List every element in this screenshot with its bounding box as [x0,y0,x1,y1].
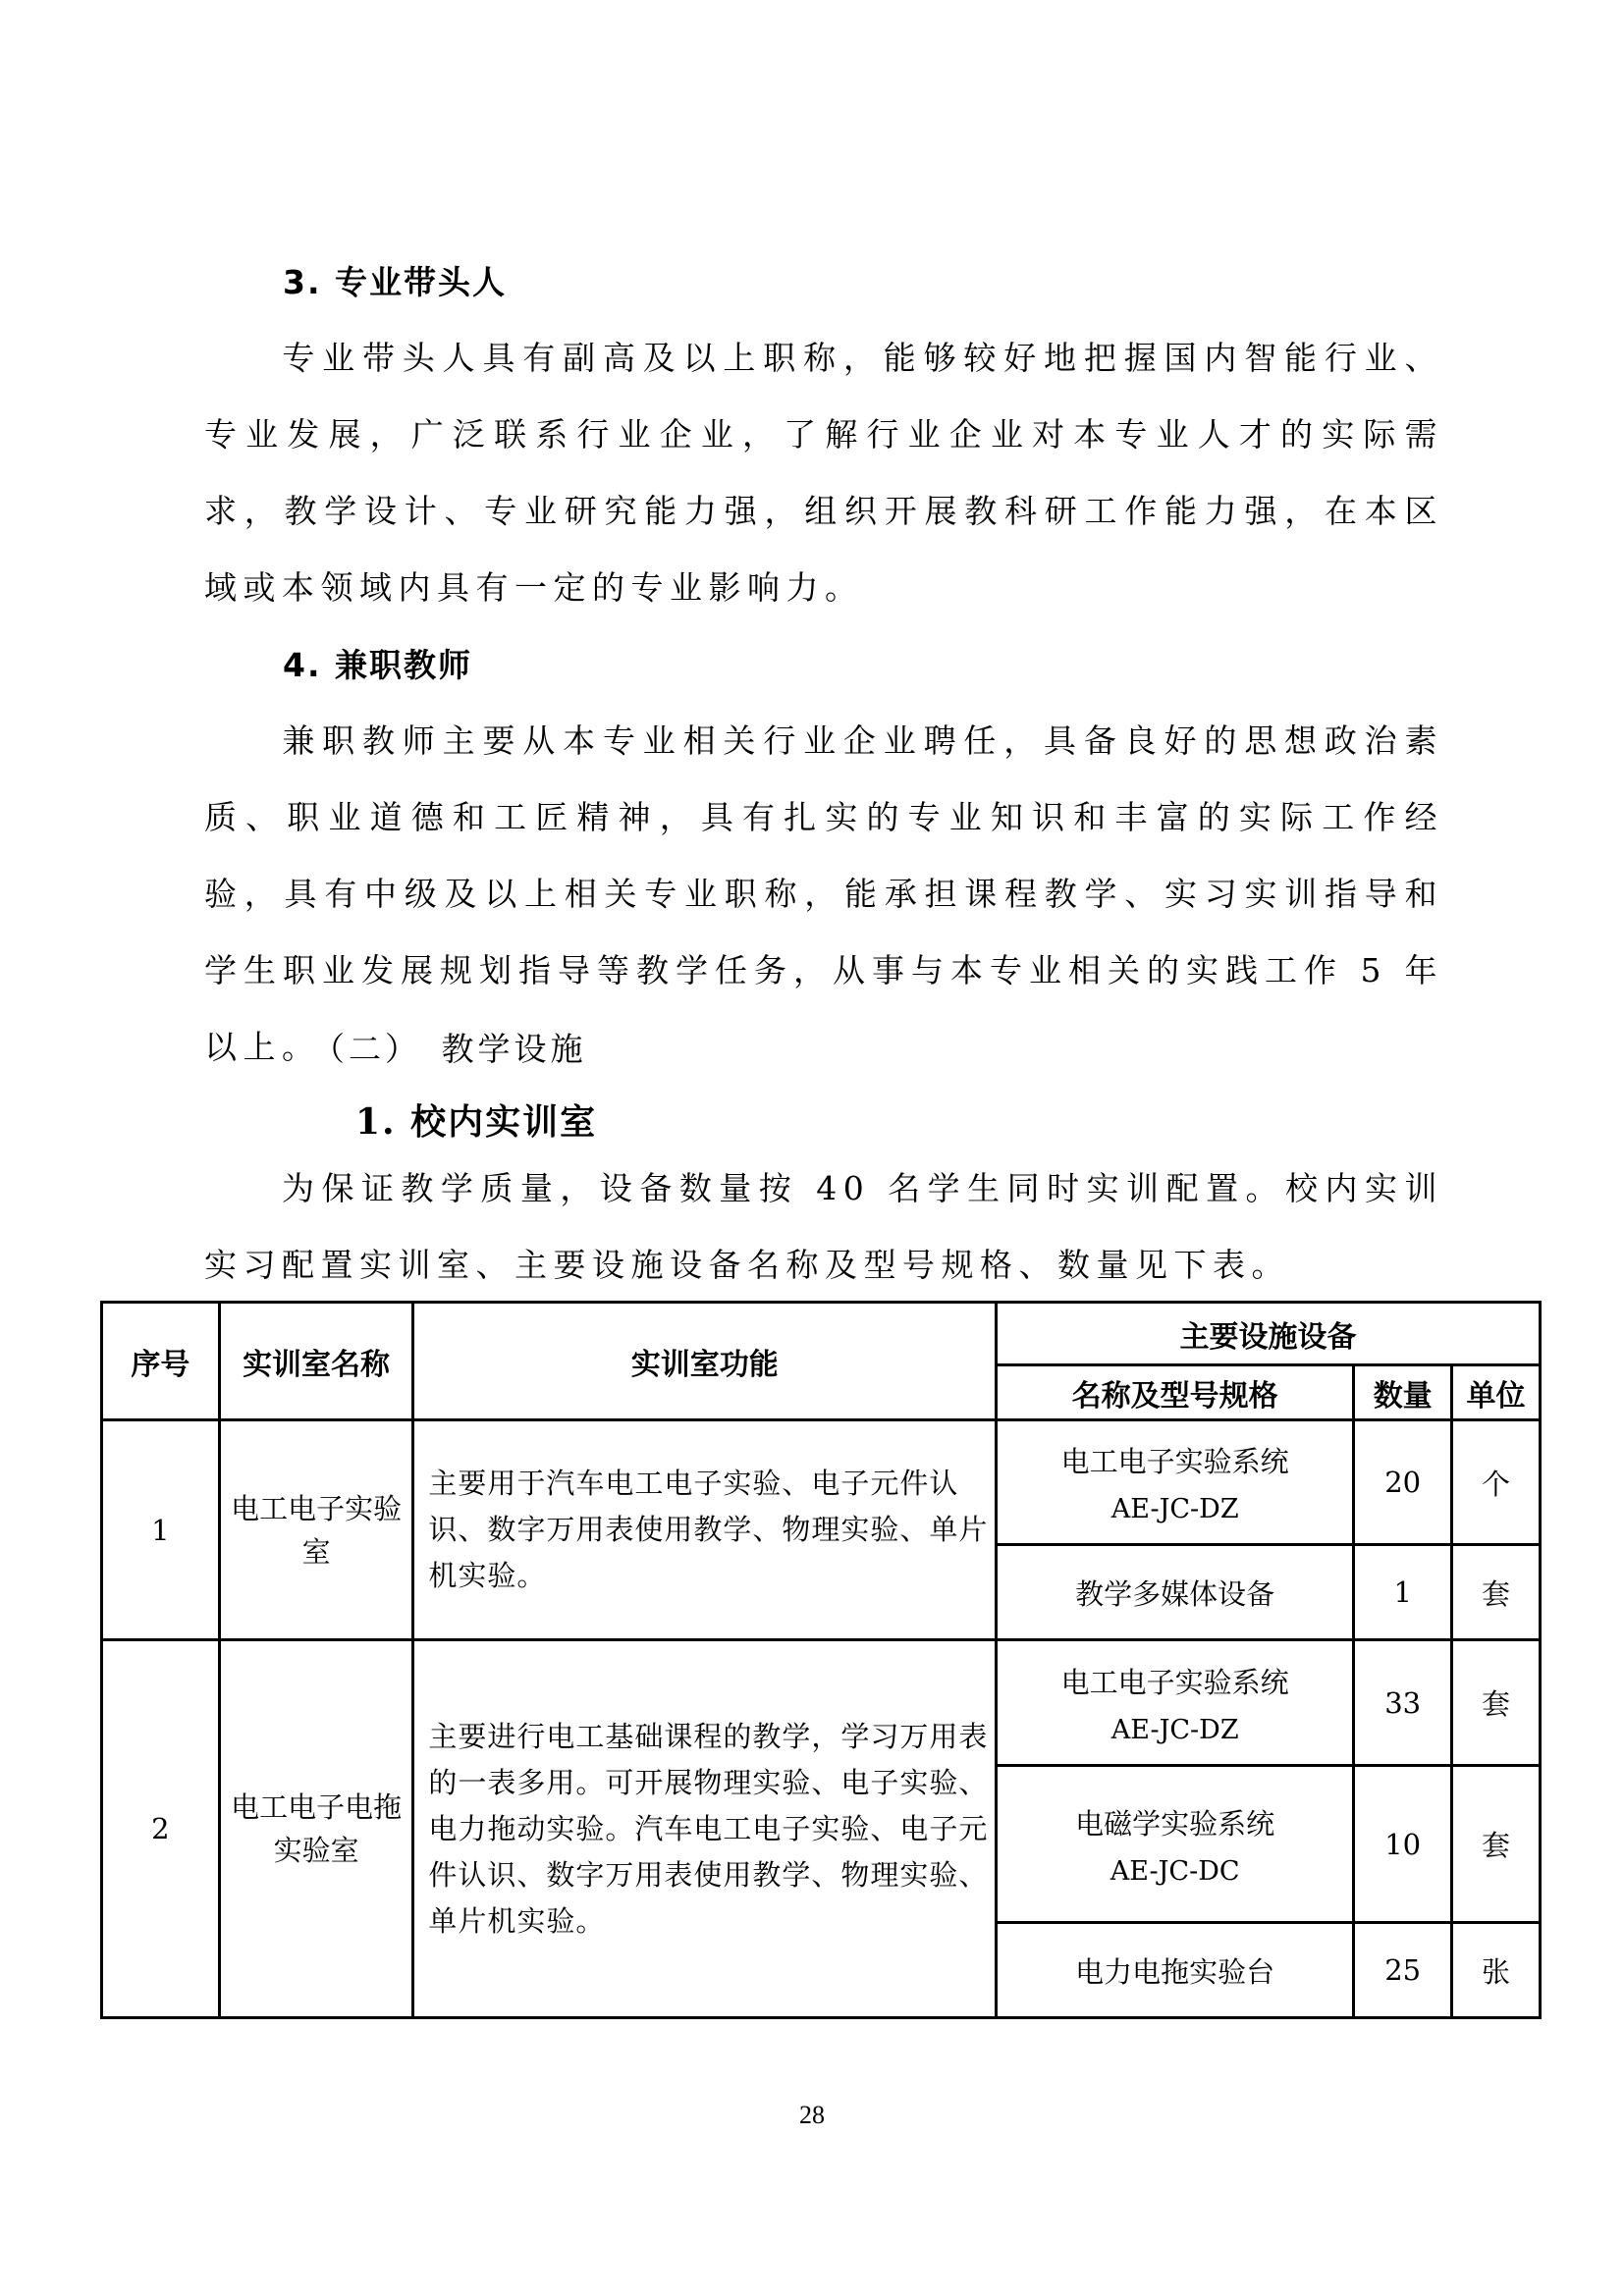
header-unit: 单位 [1452,1365,1541,1420]
page-number: 28 [799,2101,825,2129]
cell-equipment [997,1640,1354,1766]
cell-room-name: 电工电子实验室 [219,1420,413,1640]
equipment-name: 电工电子实验系统 [1060,1445,1289,1478]
cell-unit: 套 [1452,1545,1541,1640]
table-header-row [102,1303,1541,1365]
heading-leader: 3. 专业带头人 [283,263,507,301]
header-index: 序号 [102,1303,220,1420]
cell-quantity: 1 [1354,1545,1452,1640]
cell-equipment [997,1766,1354,1923]
table-row [102,1640,1541,1766]
paragraph-parttime-text: 兼职教师主要从本专业相关行业企业聘任，具备良好的思想政治素质、职业道德和工匠精神，具有扎实的专业知识和丰富的实际工作经验，具有中级及以上相关专业职称，能承担课程教学、实习实训指导和学生职业发展规划指导等教学任务，从事与本专业相关的实践工作 5 年以上。 [204,721,1443,1066]
cell-unit: 张 [1452,1923,1541,2018]
cell-quantity: 10 [1354,1766,1452,1923]
cell-equipment [997,1420,1354,1545]
cell-unit: 个 [1452,1420,1541,1545]
table-row [102,1420,1541,1545]
cell-index: 1 [102,1420,220,1640]
equipment-model: AE-JC-DZ [1110,1714,1239,1745]
paragraph-labs [204,1150,1443,1304]
heading-facilities: （二） 教学设施 [312,1030,587,1068]
cell-quantity: 33 [1354,1640,1452,1766]
cell-equipment: 教学多媒体设备 [997,1545,1354,1640]
cell-index: 2 [102,1640,220,2018]
heading-labs: 1. 校内实训室 [355,1101,598,1143]
cell-quantity: 25 [1354,1923,1452,2018]
equipment-model: AE-JC-DC [1110,1855,1240,1887]
cell-function: 主要用于汽车电工电子实验、电子元件认识、数字万用表使用教学、物理实验、单片机实验。 [413,1420,997,1640]
cell-function: 主要进行电工基础课程的教学，学习万用表的一表多用。可开展物理实验、电子实验、电力拖动实验。汽车电工电子实验、电子元件认识、数字万用表使用教学、物理实验、单片机实验。 [413,1640,997,2018]
paragraph-leader [204,320,1443,626]
lab-equipment-table [100,1301,1542,2019]
equipment-name: 电磁学实验系统 [1075,1806,1275,1841]
header-equipment-group: 主要设施设备 [997,1303,1541,1365]
cell-quantity: 20 [1354,1420,1452,1545]
header-room-name: 实训室名称 [219,1303,413,1420]
header-quantity: 数量 [1354,1365,1452,1420]
equipment-model: AE-JC-DZ [1110,1494,1239,1524]
cell-unit: 套 [1452,1766,1541,1923]
paragraph-leader-text: 专业带头人具有副高及以上职称，能够较好地把握国内智能行业、专业发展，广泛联系行业企业，了解行业企业对本专业人才的实际需求，教学设计、专业研究能力强，组织开展教科研工作能力强，在本区域或本领域内具有一定的专业影响力。 [204,339,1443,607]
header-equipment-name: 名称及型号规格 [997,1365,1354,1420]
header-function: 实训室功能 [413,1303,997,1420]
cell-room-name: 电工电子电拖实验室 [219,1640,413,2018]
cell-unit: 套 [1452,1640,1541,1766]
equipment-name: 电工电子实验系统 [1060,1665,1289,1699]
paragraph-labs-text: 为保证教学质量，设备数量按 40 名学生同时实训配置。校内实训实习配置实训室、主要设施设备名称及型号规格、数量见下表。 [204,1169,1443,1284]
heading-parttime: 4. 兼职教师 [283,646,472,684]
cell-equipment: 电力电拖实验台 [997,1923,1354,2018]
